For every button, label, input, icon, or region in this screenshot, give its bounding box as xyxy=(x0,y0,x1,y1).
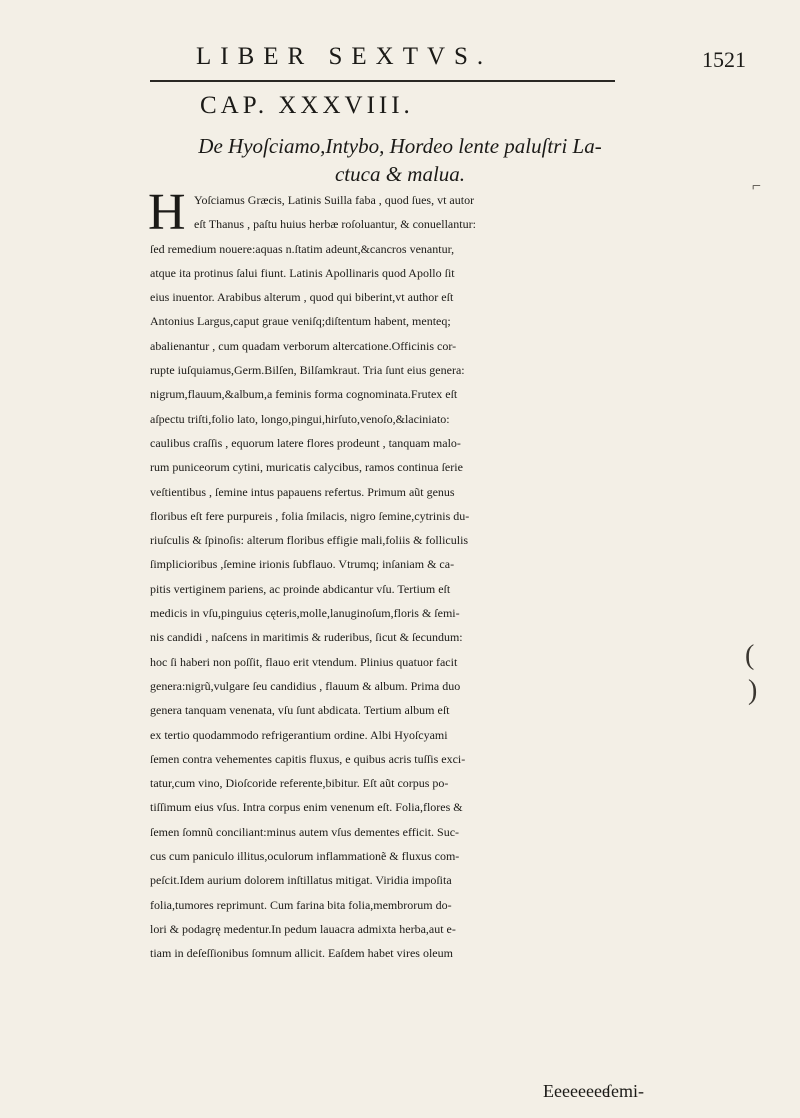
text-line: genera:nigrũ,vulgare ſeu candidius , flauum & album. Prima duo xyxy=(150,678,461,693)
body-text xyxy=(148,184,790,966)
text-line: peſcit.Idem aurium dolorem inſtillatus mitigat. Viridia impoſita xyxy=(150,873,452,888)
text-line: tiam in deſeſſionibus ſomnum allicit. Eaſdem habet vires oleum xyxy=(150,946,453,961)
subtitle-line: De Hyoſciamo,Intybo, Hordeo lente paluſtri La- xyxy=(198,134,602,158)
text-line: eius inuentor. Arabibus alterum , quod qui biberint,vt author eſt xyxy=(150,290,454,305)
drop-cap: H xyxy=(148,184,186,241)
header-rule xyxy=(150,80,615,82)
text-line: abalienantur , cum quadam verborum altercatione.Officinis cor- xyxy=(150,338,457,353)
text-line: cus cum paniculo illitus,oculorum inflammationẽ & fluxus com- xyxy=(150,849,460,864)
text-line: nigrum,flauum,&album,a feminis forma cognominata.Frutex eſt xyxy=(150,387,458,402)
text-line: medicis in vſu,pinguius cęteris,molle,lanuginoſum,floris & ſemi- xyxy=(150,606,460,621)
text-line: ex tertio quodammodo refrigerantium ordine. Albi Hyoſcyami xyxy=(150,727,448,742)
text-line: eſt Thanus , paſtu huius herbæ roſoluantur, & conuellantur: xyxy=(194,217,476,232)
text-line: ſemen contra vehementes capitis fluxus, e quibus acris tuſſis exci- xyxy=(150,751,466,766)
text-line: floribus eſt fere purpureis , folia ſmilacis, nigro ſemine,cytrinis du- xyxy=(150,508,470,523)
chapter-subtitle xyxy=(120,132,680,188)
text-line: lori & podagrę medentur.In pedum lauacra admixta herba,aut e- xyxy=(150,921,456,936)
text-line: tatur,cum vino, Dioſcoride referente,bibitur. Eſt aũt corpus po- xyxy=(150,776,449,791)
signature-mark: Eeeeeeee xyxy=(543,1081,610,1101)
text-line: genera tanquam venenata, vſu ſunt abdicata. Tertium album eſt xyxy=(150,703,450,718)
page-number: 1521 xyxy=(702,47,746,72)
text-line: rupte iuſquiamus,Germ.Bilſen, Bilſamkraut. Tria ſunt eius genera: xyxy=(150,363,465,378)
catchword: ſemi- xyxy=(606,1081,644,1101)
text-line: nis candidi , naſcens in maritimis & ruderibus, ſicut & ſecundum: xyxy=(150,630,463,645)
text-line: folia,tumores reprimunt. Cum farina bita folia,membrorum do- xyxy=(150,897,452,912)
text-line: atque ita protinus ſalui fiunt. Latinis Apollinaris quod Apollo ſit xyxy=(150,265,455,280)
text-line: ſemen ſomnũ conciliant:minus autem vſus dementes efficit. Suc- xyxy=(150,824,460,839)
text-line: tiſſimum eius vſus. Intra corpus enim venenum eſt. Folia,flores & xyxy=(150,800,463,815)
text-line: rum puniceorum cytini, muricatis calycibus, ramos continua ſerie xyxy=(150,460,463,475)
margin-bracket: ( xyxy=(745,640,755,671)
running-title: LIBER SEXTVS. xyxy=(196,43,493,70)
text-line: hoc ſi haberi non poſſit, flauo erit vtendum. Plinius quatuor facit xyxy=(150,654,458,669)
text-line: ſed remedium nouere:aquas n.ſtatim adeunt,&cancros venantur, xyxy=(150,241,455,256)
margin-mark: ⌐ xyxy=(752,178,762,195)
text-line: pitis vertiginem pariens, ac proinde abdicantur vſu. Tertium eſt xyxy=(150,581,451,596)
text-line: riuſculis & ſpinoſis: alterum floribus effigie mali,foliis & folliculis xyxy=(150,533,469,548)
text-line: ſimplicioribus ,ſemine irionis ſubflauo. Vtrumq; inſaniam & ca- xyxy=(150,557,455,572)
text-line: aſpectu triſti,folio lato, longo,pingui,hirſuto,venoſo,&laciniato: xyxy=(150,411,450,426)
text-line: Yoſciamus Græcis, Latinis Suilla faba , quod ſues, vt autor xyxy=(194,193,475,207)
running-head xyxy=(196,43,756,75)
text-line: caulibus craſſis , equorum latere flores prodeunt , tanquam malo- xyxy=(150,435,461,450)
chapter-heading: CAP. XXXVIII. xyxy=(200,92,414,119)
text-line: veſtientibus , ſemine intus papauens refertus. Primum aũt genus xyxy=(150,484,455,499)
text-line: Antonius Largus,caput graue veniſq;diſtentum habent, menteq; xyxy=(150,314,451,329)
margin-bracket: ) xyxy=(748,675,758,706)
subtitle-line: ctuca & malua. xyxy=(334,162,466,186)
